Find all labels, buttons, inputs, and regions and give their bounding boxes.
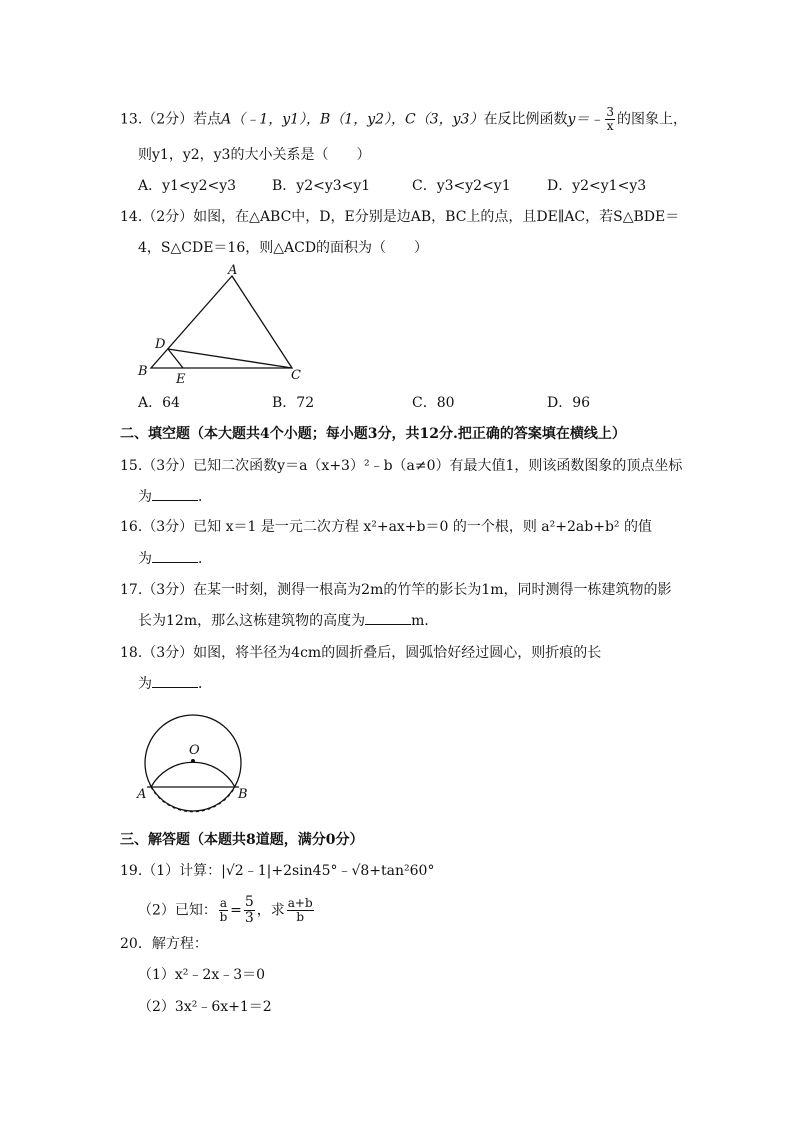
q14-option-a: A．64 bbox=[138, 395, 180, 411]
q15-line1: 15.（3分）已知二次函数y＝a（x+3）²﹣b（a≠0）有最大值1，则该函数图象的顶点坐标 bbox=[120, 458, 683, 474]
q18-line1: 18.（3分）如图，将半径为4cm的圆折叠后，圆弧恰好经过圆心，则折痕的长 bbox=[120, 645, 602, 661]
q20-part2: （2）3x²﹣6x+1＝2 bbox=[138, 999, 272, 1015]
q18-answer-blank[interactable] bbox=[152, 675, 198, 688]
frac-denominator: b bbox=[296, 910, 305, 924]
q13-option-c: C．y3<y2<y1 bbox=[412, 178, 511, 194]
q19-frac-ab bbox=[219, 897, 228, 924]
q19-frac-53 bbox=[244, 895, 255, 926]
segment-dc bbox=[168, 349, 292, 368]
q16-line2 bbox=[138, 549, 212, 569]
q17-answer-blank[interactable] bbox=[365, 612, 411, 625]
q14-option-b: B．72 bbox=[272, 395, 315, 411]
frac-denominator: x bbox=[606, 119, 614, 133]
q14-option-c: C．80 bbox=[412, 395, 455, 411]
q13-line2: 则y1，y2，y3的大小关系是（ ） bbox=[138, 147, 371, 163]
label-d: D bbox=[155, 337, 166, 352]
q13-text: 在反比例函数 bbox=[483, 111, 568, 128]
label-b: B bbox=[238, 787, 248, 802]
q13-fraction bbox=[605, 106, 615, 133]
q14-option-d: D．96 bbox=[547, 395, 591, 411]
q18-line2 bbox=[138, 674, 212, 694]
q15-prefix: 为 bbox=[138, 489, 152, 505]
q20-title: 20．解方程： bbox=[120, 936, 208, 952]
label-b: B bbox=[138, 364, 148, 379]
q15-answer-blank[interactable] bbox=[152, 488, 198, 501]
circle-fold-figure bbox=[130, 705, 260, 815]
frac-numerator: a+b bbox=[287, 896, 313, 910]
q16-line1: 16.（3分）已知 x＝1 是一元二次方程 x²+ax+b＝0 的一个根，则 a²+2ab+b² 的值 bbox=[120, 519, 652, 535]
q17-line1: 17.（3分）在某一时刻，测得一根高为2m的竹竿的影长为1m，同时测得一栋建筑物的影 bbox=[120, 582, 672, 598]
equals-sign: = bbox=[230, 902, 242, 919]
q17-line2 bbox=[138, 611, 438, 631]
q15-suffix: ． bbox=[198, 489, 212, 505]
frac-numerator: 3 bbox=[606, 105, 615, 119]
q19-frac-apb bbox=[287, 897, 314, 924]
q17-suffix: m． bbox=[411, 613, 439, 629]
label-a: A bbox=[228, 263, 238, 278]
frac-numerator: 5 bbox=[244, 894, 254, 910]
frac-denominator: b bbox=[219, 910, 228, 924]
dashed-arc bbox=[151, 787, 235, 812]
q15-line2 bbox=[138, 487, 212, 507]
label-e: E bbox=[176, 372, 186, 387]
triangle-figure bbox=[130, 262, 320, 387]
q16-prefix: 为 bbox=[138, 551, 152, 567]
fold-arc bbox=[151, 762, 235, 787]
q13-option-b: B．y2<y3<y1 bbox=[272, 178, 371, 194]
q19-part1: 19.（1）计算：|√2﹣1|+2sin45°﹣√8+tan²60° bbox=[120, 863, 435, 879]
q20-part1: （1）x²﹣2x﹣3＝0 bbox=[138, 967, 266, 983]
q13-text-end: 的图象上， bbox=[617, 111, 688, 128]
q19-part2-prefix: （2）已知： bbox=[138, 902, 217, 919]
q16-suffix: ． bbox=[198, 551, 212, 567]
q14-line2: 4，S△CDE＝16，则△ACD的面积为（ ） bbox=[138, 240, 429, 256]
center-point bbox=[191, 759, 195, 763]
q19-part2-mid: ，求 bbox=[256, 902, 285, 919]
label-a: A bbox=[137, 787, 147, 802]
q13-number: 13.（2分）若点 bbox=[120, 111, 222, 128]
q16-answer-blank[interactable] bbox=[152, 550, 198, 563]
q13-line1 bbox=[120, 106, 687, 133]
q13-option-a: A．y1<y2<y3 bbox=[138, 178, 237, 194]
frac-numerator: a bbox=[219, 896, 228, 910]
q19-part2 bbox=[138, 895, 316, 926]
frac-denominator: 3 bbox=[244, 910, 254, 926]
section-answers-title: 三、解答题（本题共8道题，满分0分） bbox=[120, 832, 364, 848]
segment-de bbox=[168, 349, 183, 368]
q14-line1: 14.（2分）如图，在△ABC中，D，E分别是边AB，BC上的点，且DE∥AC，若S△BDE＝ bbox=[120, 209, 680, 225]
q13-points: A（﹣1，y1），B（1，y2），C（3，y3） bbox=[221, 111, 484, 128]
q17-prefix: 长为12m，那么这栋建筑物的高度为 bbox=[138, 613, 366, 629]
label-o: O bbox=[189, 743, 200, 758]
q13-option-d: D．y2<y1<y3 bbox=[547, 178, 647, 194]
q18-suffix: ． bbox=[198, 676, 212, 692]
q13-func: y＝﹣ bbox=[567, 111, 604, 128]
label-c: C bbox=[291, 368, 301, 383]
section-fill-in-title: 二、填空题（本大题共4个小题；每小题3分，共12分.把正确的答案填在横线上） bbox=[120, 426, 626, 442]
q18-prefix: 为 bbox=[138, 676, 152, 692]
